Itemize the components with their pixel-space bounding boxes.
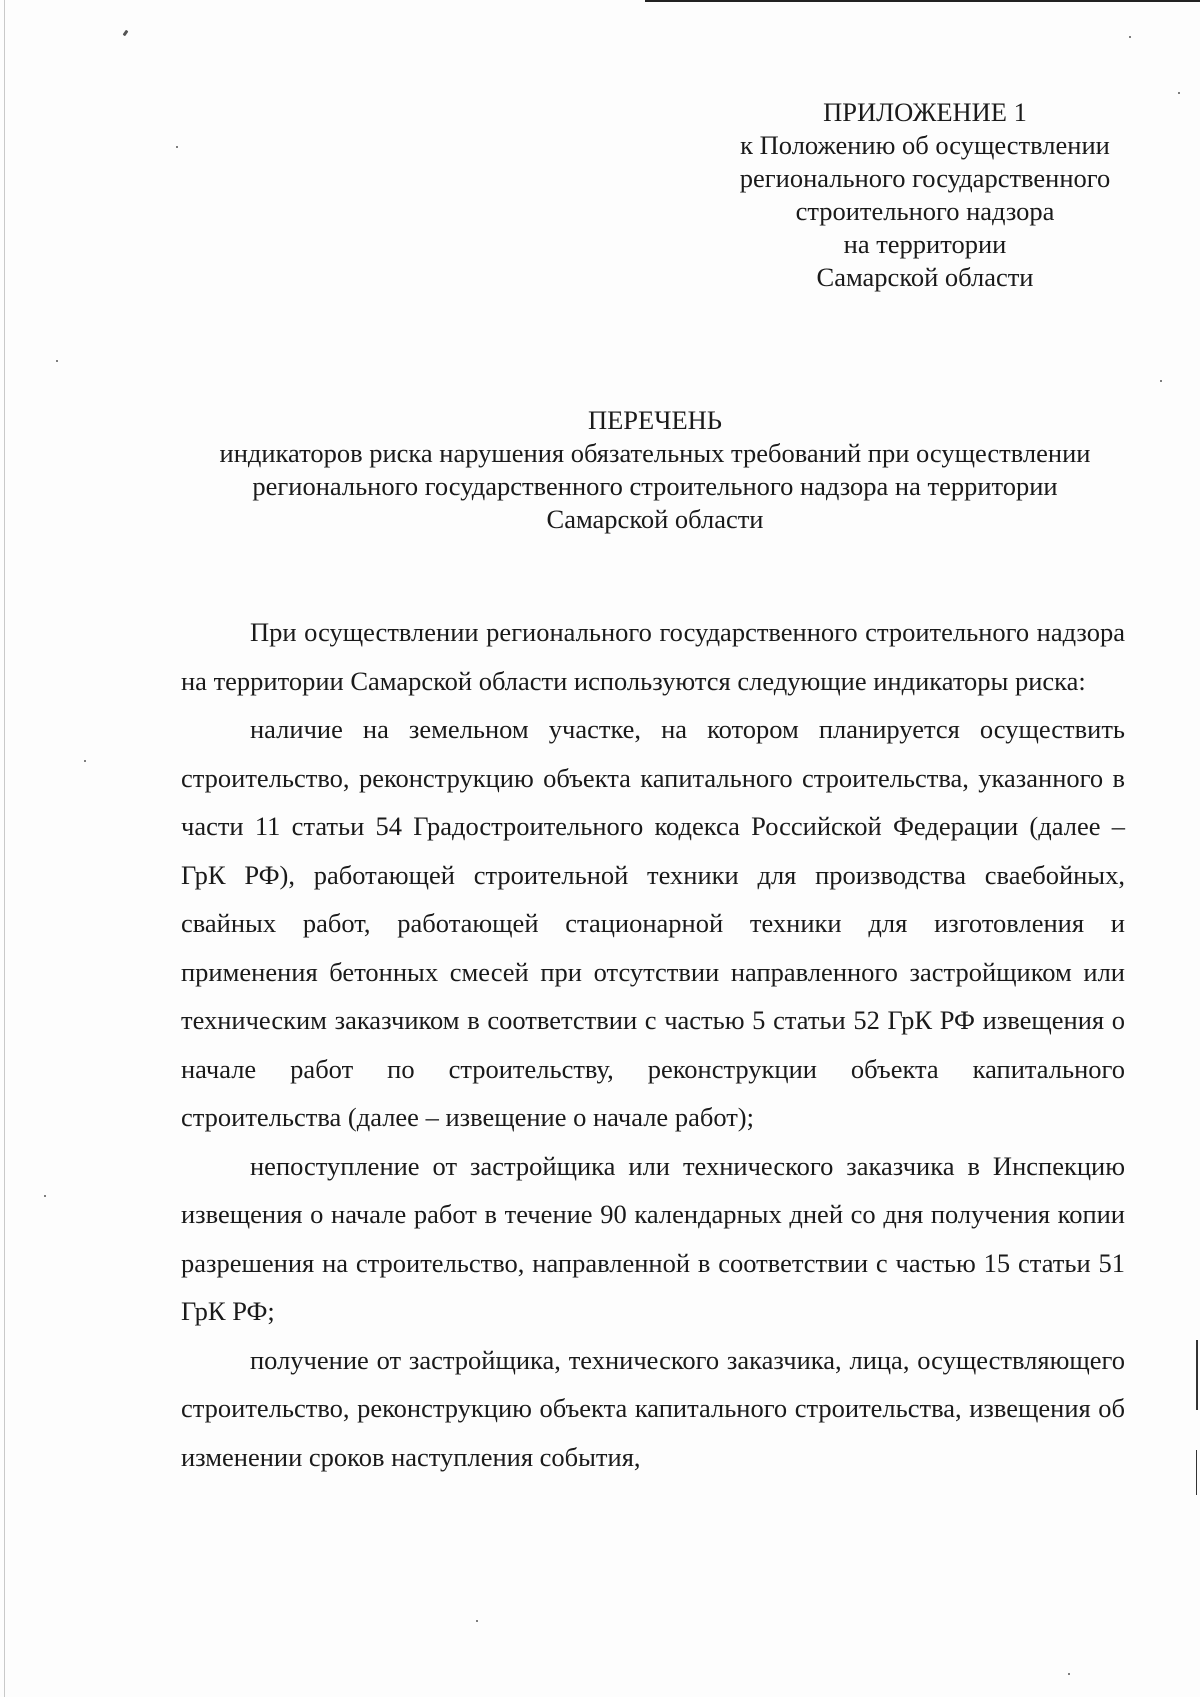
scan-speck [1129,36,1131,38]
appendix-line: ПРИЛОЖЕНИЕ 1 [823,97,1027,127]
scan-speck [56,360,58,362]
appendix-line: на территории [843,229,1007,259]
title-subtitle-line: индикаторов риска нарушения обязательных требований при осуществлении [219,438,1091,468]
appendix-line: к Положению об осуществлении [740,130,1110,160]
scan-speck [176,146,178,148]
document-body [181,608,1125,1481]
appendix-line: Самарской области [816,262,1034,292]
scan-speck [1178,92,1180,94]
scan-speck [84,760,86,762]
scan-speck [44,1195,46,1197]
scan-mark-right [1196,1340,1198,1410]
title-subtitle-line: Самарской области [546,504,764,534]
body-paragraph: При осуществлении регионального государственного строительного надзора на территории Самарской области используются следующие индикаторы риска: [181,617,1125,696]
scan-speck [123,30,129,37]
appendix-line: регионального государственного [739,163,1111,193]
scan-speck [476,1620,478,1622]
document-title [150,404,1160,536]
scan-edge-left [4,0,5,1697]
scan-edge-top [645,0,1200,2]
scan-speck [1160,380,1162,382]
scan-mark-right [1196,1450,1197,1495]
body-paragraph: непоступление от застройщика или технического заказчика в Инспекцию извещения о начале работ в течение 90 календарных дней со дня получения копии разрешения на строительство, направленной в соответствии с частью 15 статьи 51 ГрК РФ; [181,1150,1125,1326]
body-paragraph: наличие на земельном участке, на котором планируется осуществить строительство, реконструкцию объекта капитального строительства, указанного в части 11 статьи 54 Градостроительного кодекса Российской Федерации (далее – ГрК РФ), работающей строительной техники для производства сваебойных, свайных работ, работающей стационарной техники для изготовления и применения бетонных смесей при отсутствии направленного застройщиком или техническим заказчиком в соответствии с частью 5 статьи 52 ГрК РФ извещения о начале работ по строительству, реконструкции объекта капитального строительства (далее – извещение о начале работ); [181,714,1125,1132]
appendix-line: строительного надзора [795,196,1055,226]
title-heading: ПЕРЕЧЕНЬ [587,405,722,435]
appendix-header [700,96,1150,294]
scan-speck [1068,1673,1070,1675]
title-subtitle-line: регионального государственного строительного надзора на территории [252,471,1058,501]
body-paragraph: получение от застройщика, технического заказчика, лица, осуществляющего строительство, реконструкцию объекта капитального строительства, извещения об изменении сроков наступления события, [181,1344,1125,1472]
